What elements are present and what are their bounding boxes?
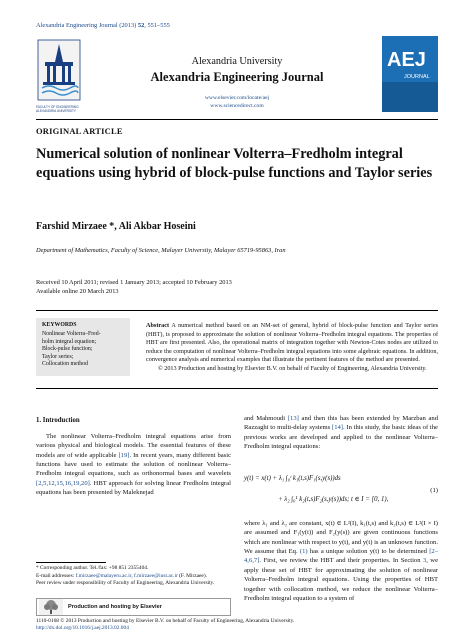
dates-divider	[36, 310, 438, 311]
sciencedirect-link[interactable]: www.sciencedirect.com	[210, 102, 264, 109]
elsevier-tree-icon	[39, 599, 63, 615]
abstract	[146, 322, 438, 373]
author-affiliation: Department of Mathematics, Faculty of Science, Malayer University, Malayer 65719-95863, Iran	[36, 247, 286, 254]
article-type: ORIGINAL ARTICLE	[36, 126, 123, 136]
keyword-item: holm integral equation;	[42, 338, 97, 345]
journal-name: Alexandria Engineering Journal	[150, 70, 324, 84]
journal-header	[36, 34, 438, 114]
header-center	[96, 34, 378, 111]
elsevier-banner	[36, 598, 231, 616]
locate-link[interactable]: www.elsevier.com/locate/aej	[204, 95, 270, 101]
equation-link[interactable]: (1)	[299, 548, 308, 556]
peer-review-note: Peer review under responsibility of Faculty of Engineering, Alexandria University.	[36, 580, 215, 587]
journal-pages: 551–555	[147, 22, 170, 29]
equation-line-2: + λ₂ ∫₀¹ k₂(t,s)F₂(s,y(s))ds; t ∈ I = [0, 1),	[278, 496, 389, 503]
corresponding-author: * Corresponding author. Tel./fax: +98 851 2355404.	[36, 565, 149, 571]
citation-link[interactable]: [14]	[332, 424, 343, 432]
keywords-box	[36, 318, 130, 376]
abstract-copyright: © 2013 Production and hosting by Elsevier B.V. on behalf of Faculty of Engineering, Alexandria University.	[158, 364, 427, 372]
keyword-item: Collocation method	[42, 361, 88, 368]
faculty-logo-caption: FACULTY OF ENGINEERING ALEXANDRIA UNIVERSITY	[36, 105, 79, 114]
keywords-title: KEYWORDS	[42, 322, 77, 328]
article-dates: Received 10 April 2011; revised 1 January 2013; accepted 10 February 2013 Available online 20 March 2013	[36, 279, 232, 296]
issn-copyright: 1110-0168 © 2013 Production and hosting by Elsevier B.V. on behalf of Faculty of Engineering, Alexandria University.	[36, 618, 295, 624]
email-link[interactable]: f.mirzaee@iust.ac.ir	[134, 572, 178, 579]
body-divider	[36, 388, 438, 389]
intro-left-column: The nonlinear Volterra–Fredholm integral equations arise from various physical and biological models. The essential features of these models are of wide applicable [19]. In recent years, many different basic functions have used to estimate the solution of nonlinear Volterra–Fredholm integral equations, such as orthonormal bases and wavelets [2,5,12,15,16,19,20]. HBT approach for solving linear Fredholm integral equations has been presented by Maleknejad	[36, 433, 231, 497]
journal-reference: Alexandria Engineering Journal (2013) 52, 551–555	[36, 22, 170, 29]
footnotes	[36, 565, 231, 588]
university-name: Alexandria University	[191, 56, 283, 67]
equation-line-1: y(t) = x(t) + λ₁ ∫₀ᵗ k₁(t,s)F₁(s,y(s))ds	[244, 475, 341, 482]
section-link[interactable]: 3	[422, 557, 427, 565]
footnote-divider	[36, 562, 106, 563]
equation-number: (1)	[430, 487, 438, 494]
doi-link[interactable]: http://dx.doi.org/10.1016/j.aej.2013.02.004	[36, 625, 129, 632]
header-divider	[36, 119, 438, 120]
citation-link[interactable]: [2,5,12,15,16,19,20]	[36, 479, 90, 487]
aej-word: JOURNAL	[404, 74, 430, 80]
email-link[interactable]: f.mirzaee@malayeru.ac.ir	[75, 572, 132, 579]
keyword-item: Nonlinear Volterra–Fred-	[42, 331, 101, 337]
intro-right-column-bottom: where λ₁ and λ₂ are constant, x(t) ∈ L²(I), k₁(t,s) and k₂(t,s) ∈ L²(I × I) are assumed and F₁(y(t)) and F₂(y(s)) are given continuous functions which are nonlinear with respect to y(t), and y(t) is an unknown function. We assume that Eq. (1) has a unique solution y(t) to be determined [2–4,6,7]. First, we review the HBT and their properties. In Section 3, we apply these set of HBT for approximating the solution of nonlinear Volterra–Fredholm integral equations. Using the properties of HBT together with collocation method, we reduce the nonlinear Volterra–Fredholm integral equation to a system of	[244, 520, 439, 602]
faculty-emblem-icon	[36, 38, 82, 102]
email-addresses: E-mail addresses: f.mirzaee@malayeru.ac.ir, f.mirzaee@iust.ac.ir (F. Mirzaee).	[36, 572, 207, 579]
section-title: 1. Introduction	[36, 417, 80, 424]
faculty-logo	[36, 38, 82, 114]
citation-link[interactable]: [13]	[287, 415, 299, 422]
citation-link[interactable]: [2–4,6,7]	[244, 548, 439, 565]
keyword-item: Block-pulse function;	[42, 346, 93, 353]
equation-1	[244, 471, 438, 515]
abstract-label: Abstract	[146, 322, 170, 329]
journal-volume: 52	[137, 22, 145, 29]
article-title: Numerical solution of nonlinear Volterra–Fredholm integral equations using hybrid of block-pulse functions and Taylor series	[36, 146, 433, 181]
elsevier-text: Production and hosting by Elsevier	[68, 604, 162, 610]
abstract-text: A numerical method based on an NM-set of general, hybrid of block-pulse function and Taylor series (HBT), is proposed to approximate the solution of nonlinear Volterra–Fredholm integral equations. The properties of HBT are first presented. Also, the operational matrix of integration together with Newton-Cotes nodes are utilized to reduce the computation of nonlinear Volterra–Fredholm integral equations into some algebraic equations. In addition, convergence analysis and numerical examples that illustrate the pertinent features of the method are presented.	[146, 322, 438, 364]
article-authors[interactable]: Farshid Mirzaee *, Ali Akbar Hoseini	[36, 221, 196, 232]
aej-letters: AEJ	[387, 49, 426, 71]
citation-link[interactable]: [19]	[118, 451, 130, 459]
aej-journal-icon	[382, 36, 438, 112]
keyword-item: Taylor series;	[42, 353, 74, 360]
aej-logo	[382, 36, 438, 112]
intro-right-column-top: and Mahmoudi [13] and then this has been extended by Marzban and Razzaghi to multi-delay systems [14]. In this study, the basic ideas of the previous works are developed and applied to the nonlinear Volterra–Fredholm integral equations:	[244, 415, 438, 451]
bottom-meta	[36, 618, 438, 633]
journal-links	[96, 95, 378, 111]
